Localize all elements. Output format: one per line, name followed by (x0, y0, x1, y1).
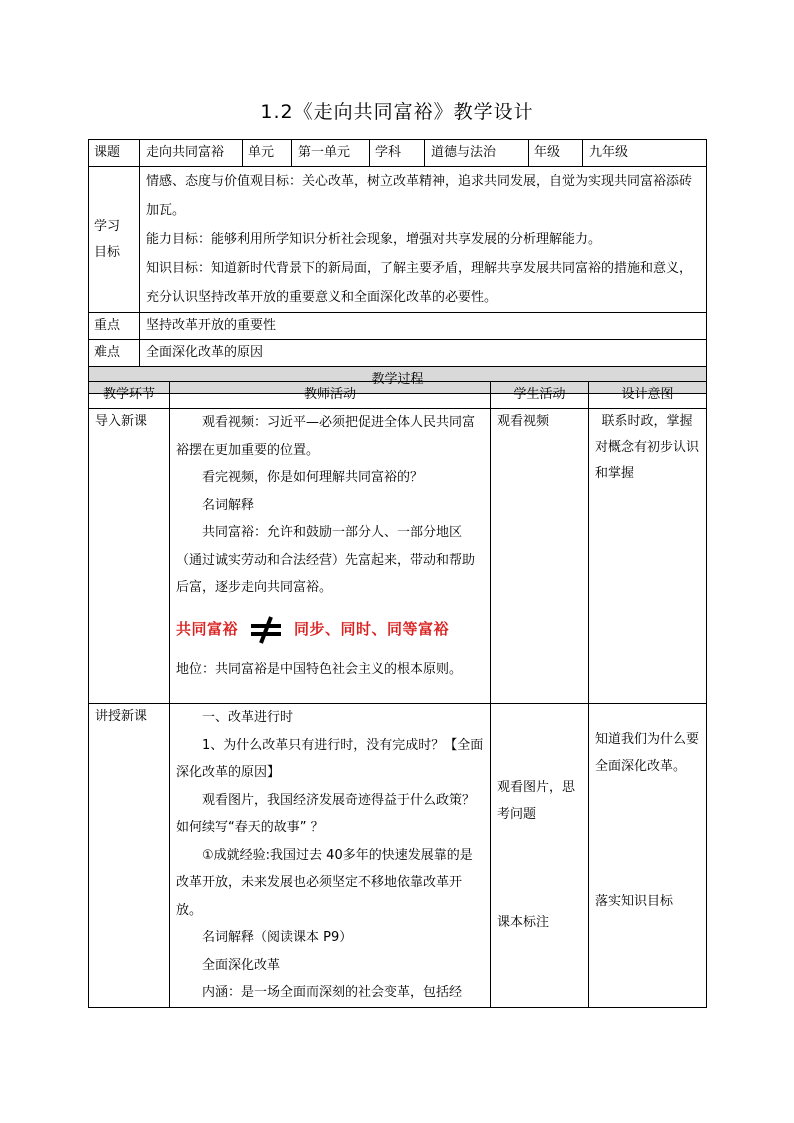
lecture-paragraph: 名词解释（阅读课本 P9） (202, 930, 353, 945)
lecture-paragraph: 一、改革进行时 (202, 710, 294, 725)
intro-paragraph: 共同富裕：允许和鼓励一部分人、一部分地区（通过诚实劳动和合法经营）先富起来，带动和帮助后富，逐步走向共同富裕。 (176, 525, 476, 595)
lecture-paragraph: 全面深化改革 (202, 957, 281, 973)
lecture-design-intent (589, 704, 707, 1008)
objective-ability: 能力目标：能够利用所学知识分析社会现象，增强对共享发展的分析理解能力。 (146, 232, 602, 247)
objectives-label-line1: 学习 (94, 218, 121, 234)
column-header-stage: 教学环节 (89, 382, 170, 409)
teaching-process-table (88, 381, 707, 1008)
intro-paragraph: 名词解释 (202, 497, 255, 513)
subject-value: 道德与法治 (425, 140, 529, 167)
stage-lecture: 讲授新课 (89, 704, 170, 1008)
not-equal-icon (238, 614, 294, 644)
intro-status-line: 地位：共同富裕是中国特色社会主义的根本原则。 (176, 661, 463, 677)
lecture-paragraph: 内涵：是一场全面而深刻的社会变革，包括经 (202, 985, 463, 1000)
process-header: 教学过程 (89, 367, 707, 394)
lecture-student-activity (491, 704, 589, 1008)
objectives-content (140, 167, 707, 313)
lecture-teacher-activity (170, 704, 491, 1008)
stage-intro: 导入新课 (89, 409, 170, 704)
lecture-paragraph: ①成就经验:我国过去 40多年的快速发展靠的是改革开放，未来发展也必须坚定不移地依靠改革开放。 (176, 847, 473, 918)
lecture-student-2: 课本标注 (497, 915, 550, 930)
difficulty-value: 全面深化改革的原因 (140, 340, 707, 367)
page-title: 1.2《走向共同富裕》教学设计 (260, 101, 534, 123)
lecture-intent-2: 落实知识目标 (595, 894, 674, 909)
subject-label: 学科 (370, 140, 425, 167)
objective-emotion: 情感、态度与价值观目标：关心改革，树立改革精神，追求共同发展，自觉为实现共同富裕添砖加瓦。 (146, 174, 693, 218)
banner-right-text: 同步、同时、同等富裕 (294, 619, 450, 638)
unit-value: 第一单元 (292, 140, 370, 167)
intro-paragraph: 观看视频：习近平—必须把促进全体人民共同富裕摆在更加重要的位置。 (176, 415, 476, 458)
unit-label: 单元 (243, 140, 292, 167)
lecture-paragraph: 观看图片，我国经济发展奇迹得益于什么政策？如何续写“春天的故事” ？ (176, 792, 476, 835)
intro-design-intent: 联系时政，掌握对概念有初步认识和掌握 (589, 409, 707, 704)
grade-value: 九年级 (583, 140, 707, 167)
objective-knowledge: 知识目标：知道新时代背景下的新局面，了解主要矛盾，理解共享发展共同富裕的措施和意义，充分认识坚持改革开放的重要意义和全面深化改革的必要性。 (146, 261, 693, 305)
lecture-student-1: 观看图片，思考问题 (497, 780, 576, 822)
course-info-table (88, 139, 707, 394)
objectives-label (89, 167, 140, 313)
topic-label: 课题 (89, 140, 140, 167)
key-point-label: 重点 (89, 313, 140, 340)
intro-teacher-activity (170, 409, 491, 704)
key-point-value: 坚持改革开放的重要性 (140, 313, 707, 340)
column-header-teacher: 教师活动 (170, 382, 491, 409)
intro-paragraph: 看完视频，你是如何理解共同富裕的？ (202, 470, 424, 485)
column-header-intent: 设计意图 (589, 382, 707, 409)
grade-label: 年级 (529, 140, 583, 167)
difficulty-label: 难点 (89, 340, 140, 367)
lecture-intent-1: 知道我们为什么要全面深化改革。 (595, 732, 700, 774)
objectives-label-line2: 目标 (94, 244, 121, 260)
topic-value: 走向共同富裕 (140, 140, 243, 167)
banner-left-text: 共同富裕 (176, 619, 239, 638)
column-header-student: 学生活动 (491, 382, 589, 409)
lecture-paragraph: 1、为什么改革只有进行时，没有完成时？【全面深化改革的原因】 (176, 737, 484, 780)
not-equal-banner (176, 602, 484, 656)
intro-student-activity: 观看视频 (491, 409, 589, 704)
